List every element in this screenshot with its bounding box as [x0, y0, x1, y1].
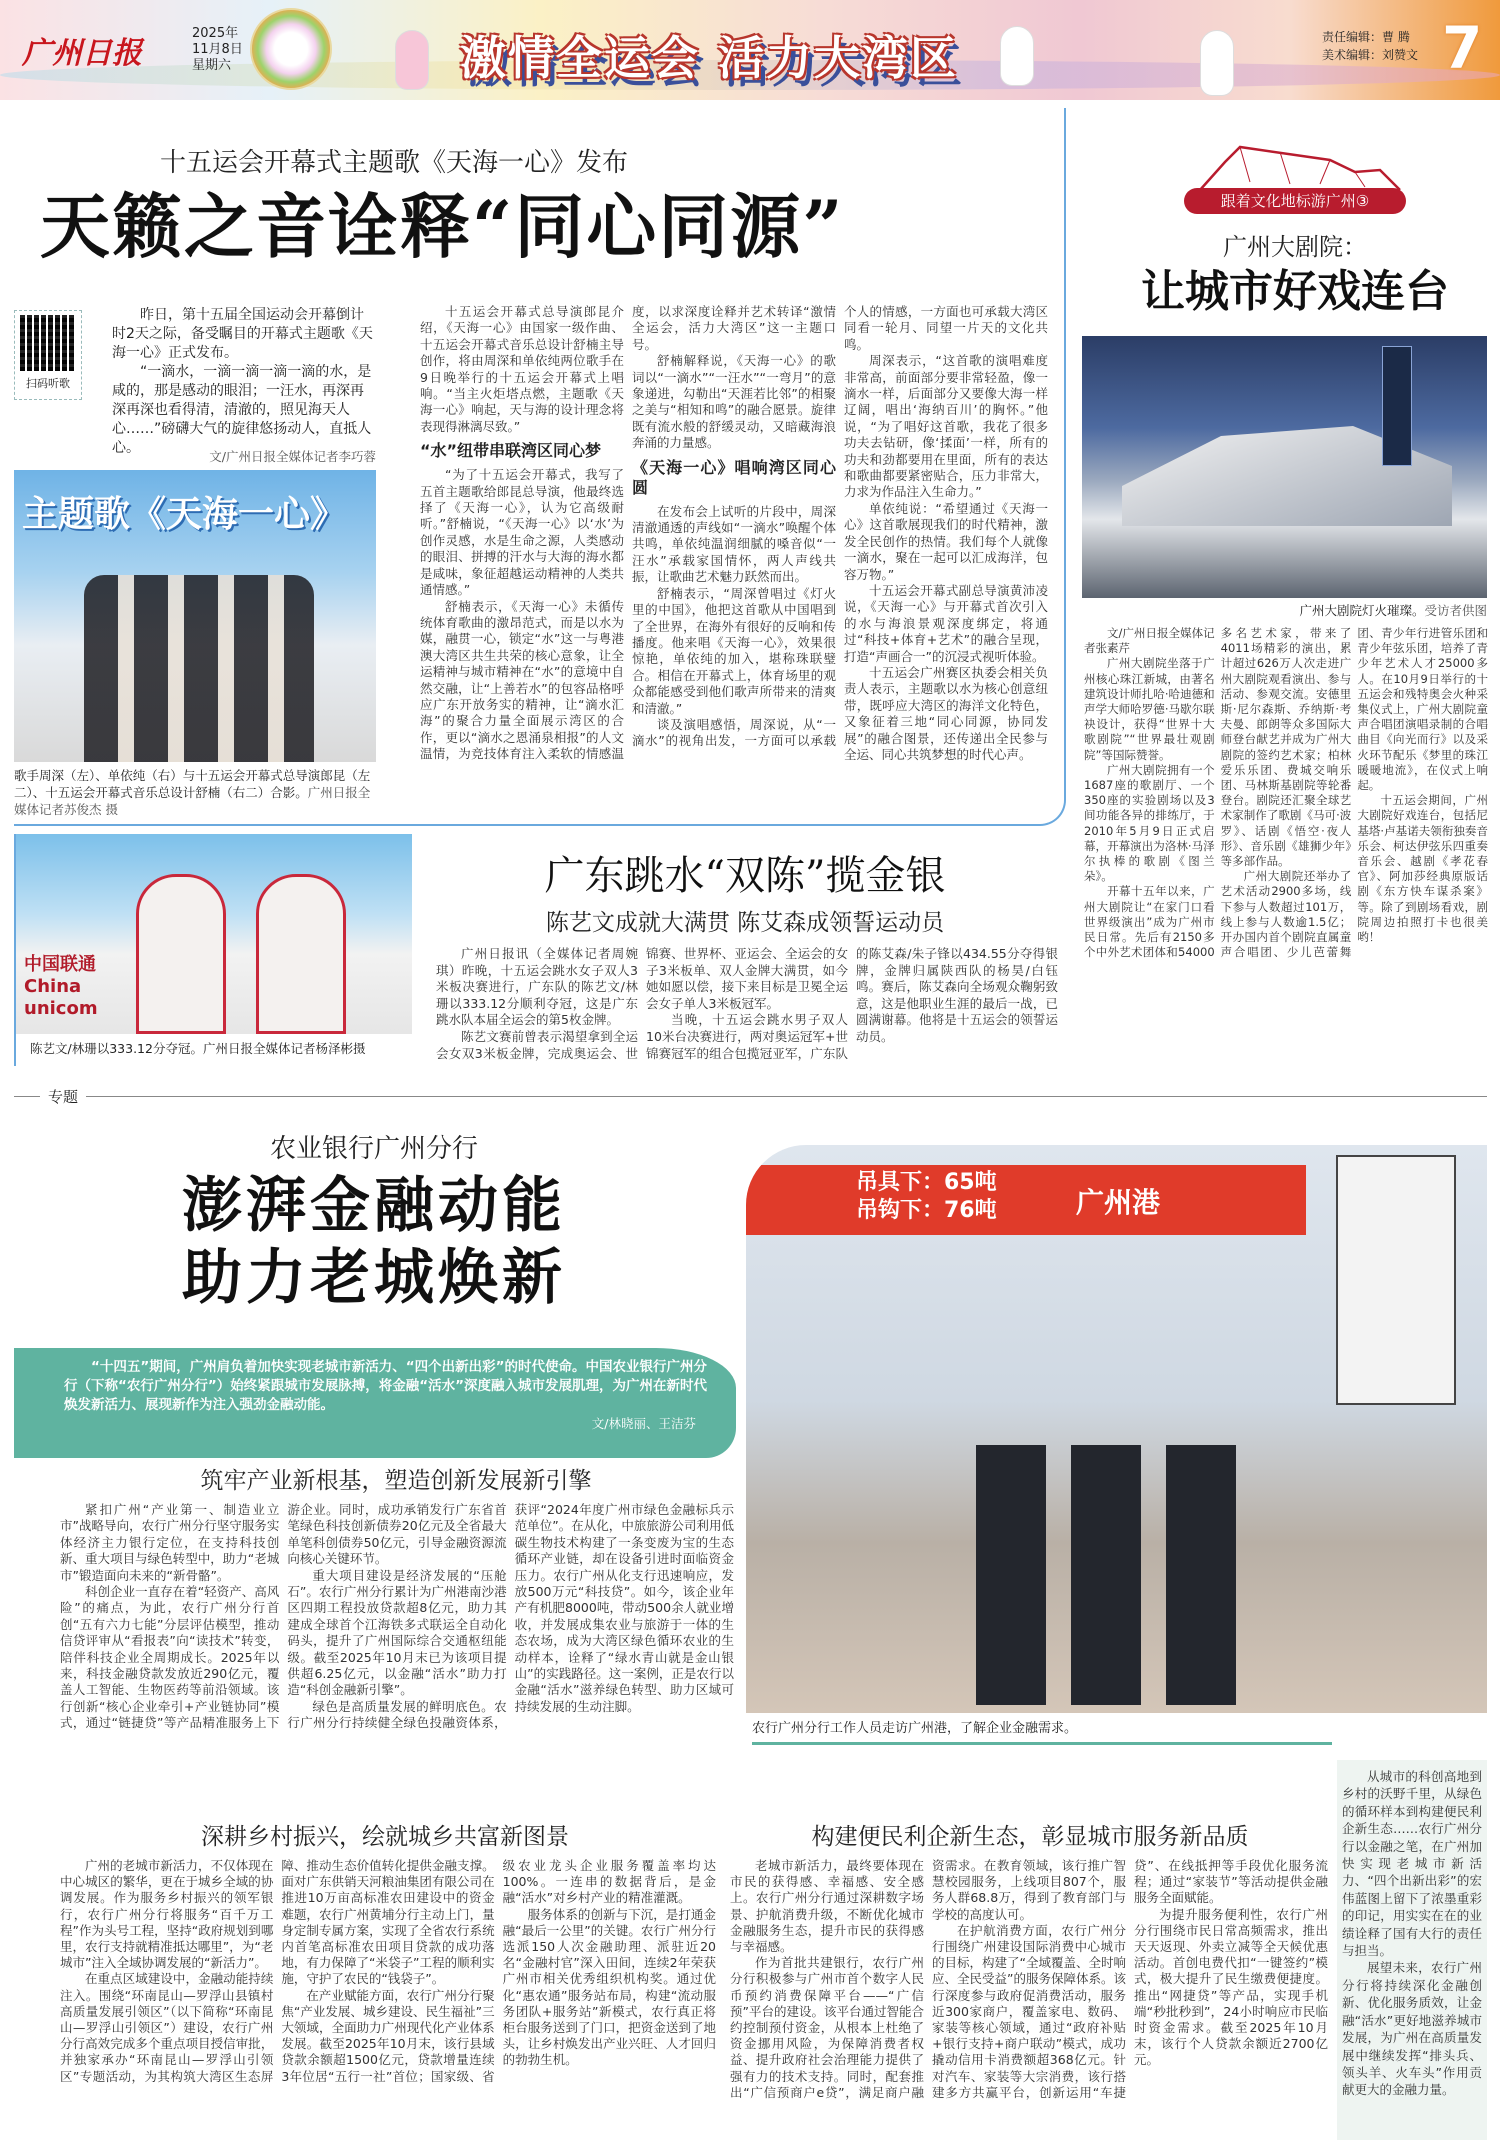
- feature-intro-box: [14, 1348, 736, 1458]
- section3-body: [730, 1858, 1328, 2101]
- paragraph: 重大项目建设是经济发展的“压舱石”。农行广州分行累计为广州港南沙港区四期工程投放贷款超8亿元，助力其建成全球首个江海铁多式联运全自动化码头，提升了广州国际综合交通枢纽能级。截至2025年10月末已为该项目提供超6.25亿元，以金融“活水”助力打造“科创金融新引擎”。: [287, 1567, 507, 1698]
- paragraph: 十五运会广州赛区执委会相关负责人表示，主题歌以水为核心创意纽带，既呼应大湾区的海洋文化特色，又象征着三地“同心同源，协同发展”的融合图景，还传递出全民参与全运、同心共筑梦想的时代心声。: [844, 664, 1048, 762]
- paragraph: 单依纯说：“希望通过《天海一心》这首歌展现我们的时代精神，激发全民创作的热情。我们每个人就像一滴水，聚在一起可以汇成海洋，包容万物。”: [844, 500, 1048, 582]
- qr-code-icon: [20, 315, 76, 371]
- section3-title: 构建便民利企新生态，彰显城市服务新品质: [811, 1824, 1249, 1850]
- diving-caption: 陈艺文/林珊以333.12分夺冠。广州日报全媒体记者杨泽彬摄: [30, 1041, 366, 1056]
- song-photo: [14, 470, 376, 762]
- paragraph: 陈艺文赛前曾表示渴望拿到全运会女双3米板金牌，完成奥运会、世锦赛、世界杯、亚运会、全运会的女子3米板单、双人金牌大满贯，如今她如愿以偿，接下来目标是卫冕全运会女子单人3米板冠军。: [436, 946, 848, 1061]
- sponsor-logo: 中国联通 China unicom: [24, 954, 98, 1019]
- mascot-icon: [1000, 26, 1034, 86]
- paragraph: 广州大剧院还举办了艺术活动2900多场，线下参与人数超过101万，线上参与人数逾1.5亿；开办国内首个剧院直属童声合唱团、少儿芭蕾舞团、青少年行进管乐团和青少年弦乐团，培养了青少年艺术人才25000多人。在10月9日举行的十五运会和残特奥会火种采集仪式上，广州大剧院童声合唱团演唱录制的合唱曲目《向光而行》以及采火环节配乐《梦里的珠江暖暖地流》，在仪式上响起。: [1220, 626, 1488, 960]
- paragraph: 在重点区域建设中，金融动能持续注入。围绕“环南昆山—罗浮山县镇村高质量发展引领区”（以下简称“环南昆山—罗浮山引领区”）建设，农行广州分行高效完成多个重点项目授信审批，并独家承办“环南昆山—罗浮山引领区”专题活动，为其构筑大湾区生态屏障、推动生态价值转化提供金融支撑。面对广东供销天河粮油集团有限公司在推进10万亩高标准农田建设中的资金难题，农行广州黄埔分行主动上门，量身定制专属方案，实现了全省农行系统内首笔高标准农田项目贷款的成功落地，有力保障了“米袋子”工程的顺利实施，守护了农民的“钱袋子”。: [60, 1858, 495, 2084]
- photo-sign-line: 吊钩下：76吨: [856, 1198, 997, 1223]
- caption-rule: [752, 1742, 1332, 1745]
- caption-text: 广州大剧院灯火璀璨。: [1299, 603, 1425, 618]
- page-number: 7: [1442, 14, 1483, 82]
- photo-sign: [856, 1169, 997, 1225]
- issue-day: 11月8日: [192, 42, 243, 57]
- qr-code[interactable]: [14, 310, 82, 400]
- song-intro: [112, 306, 376, 458]
- opera-house-outline-icon: [1180, 142, 1410, 192]
- diving-headline: 广东跳水“双陈”揽金银: [544, 853, 946, 899]
- paragraph: 舒楠表示，《天海一心》未循传统体育歌曲的激昂范式，而是以水为媒，融贯一心，锁定“水”这一与粤港澳大湾区共生共荣的核心意象，让全运精神与城市精神在“水”的意境中自然交融，让“上善若水”的包容品格呼应广东开放务实的精神，让“滴水汇海”的聚合力量全面展示湾区的合作，更以“滴水之恩涌泉相报”的人文温情，为竞技体育注入柔软的情感温度，以求深度诠释并艺术转译“激情全运会，活力大湾区”这一主题口号。: [420, 304, 836, 762]
- issue-weekday: 星期六: [192, 58, 232, 73]
- feature-intro: “十四五”期间，广州肩负着加快实现老城市新活力、“四个出新出彩”的时代使命。中国农业银行广州分行（下称“农行广州分行”）始终紧跟城市发展脉搏，将金融“活水”深度融入城市发展肌理，为广州在新时代焕发新活力、展现新作为注入强劲金融动能。: [64, 1359, 707, 1413]
- paragraph: 从城市的科创高地到乡村的沃野千里，从绿色的循环样本到构建便民利企新生态……农行广州分行以金融之笔，在广州加快实现老城市新活力、“四个出新出彩”的宏伟蓝图上留下了浓墨重彩的印记，用实实在在的业绩诠释了国有大行的责任与担当。: [1342, 1769, 1482, 1959]
- issue-year: 2025年: [192, 26, 239, 41]
- opera-caption: [1190, 602, 1487, 619]
- paragraph: “为了十五运会开幕式，我写了五首主题歌给郎昆总导演，他最终选择了《天海一心》，认为它高级耐听。”舒楠说，“《天海一心》以‘水’为创作灵感，水是生命之源，人类感动的眼泪、拼搏的汗水与大海的海水都是咸味，象征超越运动精神的人类共通情感。”: [420, 467, 624, 598]
- paragraph: 舒楠表示，“周深曾唱过《灯火里的中国》，他把这首歌从中国唱到了全世界，在海外有很好的反响和传播度。他来唱《天海一心》，效果很惊艳，单依纯的加入，堪称珠联璧合。相信在开幕式上，体育场里的观众都能感受到他们歌声所带来的清爽和清澈。”: [632, 585, 836, 716]
- opera-photo: [1082, 336, 1487, 598]
- newspaper-logo: 广州日报: [22, 36, 142, 71]
- section2-body: [60, 1858, 716, 2085]
- photo-sign-line: 吊具下：65吨: [856, 1170, 997, 1195]
- photo-banner-text: 主题歌《天海一心》: [22, 494, 347, 535]
- editor-label: 责任编辑：曹 腾: [1322, 30, 1410, 44]
- paragraph: 舒楠解释说，《天海一心》的歌词以“一滴水”“一汪水”“一弯月”的意象递进，勾勒出“天涯若比邻”的相聚之美与“相知和鸣”的融合愿景。旋律既有流水般的舒缓灵动，又暗藏海浪奔涌的力量感。: [632, 353, 836, 451]
- paragraph: 老城市新活力，最终要体现在市民的获得感、幸福感、安全感上。农行广州分行通过深耕数字场景、护航消费升级，不断优化城市金融服务生态，提升市民的获得感与幸福感。: [730, 1858, 924, 1955]
- song-kicker: 十五运会开幕式主题歌《天海一心》发布: [159, 148, 628, 178]
- opera-subtitle: 广州大剧院：: [1223, 233, 1367, 261]
- paragraph: 在护航消费方面，农行广州分行围绕广州建设国际消费中心城市的目标，构建了“全域覆盖、全时响应、全民受益”的服务保障体系。该行深度参与政府促消费活动，服务近300家商户，覆盖家电、数码、家装等核心领域，通过“政府补贴+银行支持+商户联动”模式，成功撬动信用卡消费额超368亿元。针对汽车、家装等大宗消费，该行搭建多方共赢平台，创新运用“车捷贷”、在线抵押等手段优化服务流程；通过“家装节”等活动提供金融服务全面赋能。: [932, 1858, 1328, 2100]
- paragraph: 为提升服务便利性，农行广州分行围绕市民日常高频需求，推出天天返现、外卖立减等全天候优惠活动。首创电费代扣“一键签约”模式，极大提升了民生缴费便捷度。推出“网捷贷”等产品，实现手机端“秒批秒到”，24小时响应市民临时资金需求。截至2025年10月末，该行个人贷款余额近2700亿元。: [1134, 1906, 1328, 2068]
- opera-series-badge: [1180, 142, 1410, 214]
- caption-credit: 广州日报全媒体记者苏俊杰 摄: [14, 785, 371, 817]
- paragraph: 科创企业一直存在着“轻资产、高风险”的痛点，为此，农行广州分行首创“五有六力七能”分层评估模型，推动信贷评审从“看报表”向“读技术”转变，陪伴科技企业全周期成长。2025年以来，科技金融贷款发放近290亿元，覆盖人工智能、生物医药等前沿领域。该行创新“核心企业牵引+产业链协同”模式，通过“链捷贷”等产品精准服务上下游企业。同时，成功承销发行广东省首笔绿色科技创新债券20亿元及全省最大单笔科创债券50亿元，引导金融资源流向核心关键环节。: [60, 1502, 507, 1731]
- paragraph: 十五运会开幕式总导演郎昆介绍，《天海一心》由国家一级作曲、十五运会开幕式音乐总设计舒楠主导创作，将由周深和单依纯两位歌手在9日晚举行的十五运会开幕式上唱响。“当主火炬塔点燃，主题歌《天海一心》响起，天与海的设计理念将表现得淋漓尽致。”: [420, 304, 624, 434]
- art-editor-label: 美术编辑：刘赞文: [1322, 48, 1419, 62]
- section1-body: [60, 1502, 734, 1732]
- paragraph: 在发布会上试听的片段中，周深清澈通透的声线如“一滴水”唤醒个体共鸣，单依纯温润细腻的嗓音似“一汪水”承载家国情怀，两人声线共振，让歌曲艺术魅力跃然而出。: [632, 503, 836, 585]
- qr-label: 扫码听歌: [26, 377, 70, 390]
- feature-headline: [14, 1170, 734, 1314]
- feature-byline: 文/林晓丽、王洁芬: [591, 1416, 696, 1431]
- issue-date: [192, 26, 243, 74]
- section1-title: 筑牢产业新根基，塑造创新发展新引擎: [200, 1468, 592, 1494]
- paragraph: 广州大剧院拥有一个1687座的歌剧厅、一个350座的实验剧场以及3间功能各异的排练厅，于2010年5月9日正式启幕，开幕演出为洛林·马泽尔执棒的歌剧《图兰朵》。: [1084, 762, 1215, 884]
- paragraph: 广州日报讯（全媒体记者周婉琪）昨晚，十五运会跳水女子双人3米板决赛进行，广东队的陈艺文/林珊以333.12分顺利夺冠，这是广东跳水队本届全运会的第5枚金牌。: [436, 946, 638, 1028]
- paragraph: 谈及演唱感悟，周深说，从“一滴水”的视角出发，一方面可以承载个人的情感，一方面也可承载大湾区同看一轮月、同望一片天的文化共鸣。: [632, 304, 1048, 749]
- section-divider: [14, 1096, 1487, 1097]
- opera-body: [1084, 626, 1488, 960]
- conclusion-sidebar: [1337, 1760, 1487, 2140]
- mascot-icon: [1200, 30, 1234, 96]
- song-headline: 天籁之音诠释“同心同源”: [40, 185, 845, 268]
- paragraph: 昨日，第十五届全国运动会开幕倒计时2天之际，备受瞩目的开幕式主题歌《天海一心》正式发布。: [112, 307, 373, 361]
- diving-subhead: 陈艺文成就大满贯 陈艾森成领誓运动员: [545, 910, 945, 936]
- song-byline: 文/广州日报全媒体记者李巧蓉: [209, 449, 376, 464]
- paragraph: 服务体系的创新与下沉，是打通金融“最后一公里”的关键。农行广州分行选派150人次金融助理、派驻近20名“金融村官”深入田间，连续2年荣获广州市相关优秀组织机构奖。通过优化“惠农通”服务站布局，构建“流动服务团队+服务站”新模式，农行真正将柜台服务送到了门口，把资金送到了地头，让乡村焕发出产业兴旺、人才回归的勃勃生机。: [502, 1906, 716, 2068]
- feature-port-photo: [746, 1145, 1487, 1713]
- paragraph: 十五运会期间，广州大剧院好戏连台，包括尼基塔·卢基诺夫领衔独奏音乐会、柯达伊弦乐四重奏音乐会、越剧《孝花春官》、阿加莎经典原版话剧《东方快车谋杀案》等。除了到剧场看戏，剧院周边拍照打卡也很美哟！: [1357, 793, 1488, 945]
- paragraph: 在产业赋能方面，农行广州分行聚焦“产业发展、城乡建设、民生福祉”三大领域，全面助力广州现代化产业体系发展。截至2025年10月末，该行县域贷款余额超1500亿元，贷款增量连续3年位居“五行一社”首位；国家级、省级农业龙头企业服务覆盖率均达100%。一连串的数据背后，是金融“活水”对乡村产业的精准灌溉。: [281, 1858, 716, 2084]
- page-header-banner: [0, 0, 1500, 100]
- paragraph: 作为首批共建银行，农行广州分行积极参与广州市首个数字人民币预约消费保障平台——“广信预”平台的建设。该平台通过智能合约控制预付资金，从根本上杜绝了资金挪用风险，为保障消费者权益、提升政府社会治理能力提供了强有力的技术支持。同时，配套推出“广信预商户e贷”，满足商户融资需求。在教育领域，该行推广智慧校园服务，上线项目807个，服务人群68.8万，得到了教育部门与学校的高度认可。: [730, 1858, 1126, 2100]
- opera-headline: 让城市好戏连台: [1141, 266, 1449, 317]
- paragraph: 开幕十五年以来，广州大剧院让“在家门口看世界级演出”成为广州市民日常。先后有2150多个中外艺术团体和54000多名艺术家，带来了4011场精彩的演出，累计超过626万人次走进广州大剧院观看演出、参与活动、参观交流。安德里斯·尼尔森斯、乔纳斯·考夫曼、郎朗等众多国际大师登台献艺并成为广州大剧院的签约艺术家；柏林爱乐乐团、费城交响乐团、马林斯基剧院等轮番登台。剧院还汇聚全球艺术家制作了歌剧《马可·波罗》、话剧《悟空·夜人形》、音乐剧《雄狮少年》等多部作品。: [1084, 626, 1352, 960]
- diving-body: [436, 946, 1058, 1062]
- subheading: 《天海一心》唱响湾区同心圆: [632, 457, 836, 497]
- paragraph: 展望未来，农行广州分行将持续深化金融创新、优化服务质效，让金融“活水”更好地滋养城市发展，为广州在高质量发展中继续发挥“排头兵、领头羊、火车头”作用贡献更大的金融力量。: [1342, 1960, 1482, 2098]
- paragraph: 十五运会开幕式副总导演黄沛凌说，《天海一心》与开幕式首次引入的水与海浪景观深度绑定，将通过“科技+体育+艺术”的融合呈现，打造“声画合一”的沉浸式视听体验。: [844, 582, 1048, 664]
- subheading: “水”纽带串联湾区同心梦: [420, 441, 602, 461]
- feature-kicker: 农业银行广州分行: [269, 1134, 478, 1164]
- feature-photo-caption: 农行广州分行工作人员走访广州港，了解企业金融需求。: [752, 1721, 1078, 1736]
- diving-photo: [16, 834, 412, 1034]
- caption-credit: 受访者供图: [1424, 603, 1487, 618]
- caption-text: 歌手周深（左）、单依纯（右）与十五运会开幕式总导演郎昆（左二）、十五运会开幕式音乐总设计舒楠（右二）合影。: [14, 768, 371, 800]
- section2-title: 深耕乡村振兴，绘就城乡共富新图景: [201, 1824, 569, 1850]
- section-label: 专题: [40, 1086, 86, 1107]
- song-caption: [14, 767, 376, 818]
- paragraph: 广州的老城市新活力，不仅体现在中心城区的繁华，更在于城乡全域的协调发展。作为服务乡村振兴的领军银行，农行广州分行将服务“百千万工程”作为头号工程，坚持“政府规划到哪里，农行支持就精准抵达哪里”，为“老城市”注入全域协调发展的“新活力”。: [60, 1858, 274, 1971]
- paragraph: 绿色是高质量发展的鲜明底色。农行广州分行持续健全绿色投融资体系，获评“2024年度广州市绿色金融标兵示范单位”。在从化，中旅旅游公司利用低碳生物技术构建了一条变废为宝的生态循环产业链，却在设备引进时面临资金压力。农行广州从化支行迅速响应，发放500万元“科技贷”。如今，该企业年产有机肥8000吨，带动500余人就业增收，并发展成集农业与旅游于一体的生态农场，成为大湾区绿色循环农业的生动样本，诠释了“绿水青山就是金山银山”的实践路径。这一案例，正是农行以金融“活水”滋养绿色转型、助力区域可持续发展的生动注脚。: [287, 1502, 734, 1731]
- photo-brand: 广州港: [1076, 1186, 1161, 1219]
- opera-series-label: 跟着文化地标游广州③: [1184, 188, 1406, 214]
- feature-headline-line1: 澎湃金融动能: [182, 1171, 566, 1241]
- paragraph: 广州大剧院坐落于广州核心珠江新城，由著名建筑设计师扎哈·哈迪德和声学大师哈罗德·马歇尔联袂设计，获得“世界十大歌剧院”“世界最壮观剧院”等国际赞誉。: [1084, 656, 1215, 762]
- mascot-icon: [395, 30, 429, 90]
- feature-headline-line2: 助力老城焕新: [182, 1243, 566, 1313]
- paragraph: 紧扣广州“产业第一、制造业立市”战略导向，农行广州分行坚守服务实体经济主力银行定位，在支持科技创新、重大项目与绿色转型中，助力“老城市”锻造面向未来的“新骨骼”。: [60, 1502, 280, 1583]
- paragraph: 周深表示，“这首歌的演唱难度非常高，前面部分要非常轻盈，像一滴水一样，后面部分又要像大海一样辽阔，唱出‘海纳百川’的胸怀。”他说，“为了唱好这首歌，我花了很多功夫去钻研，像‘揉面’一样，所有的功夫和劲都要用在里面，所有的表达和歌曲都要紧密贴合，压力非常大，力求为作品注入生命力。”: [844, 353, 1048, 500]
- editor-credits: [1322, 28, 1418, 64]
- song-body: [420, 304, 1048, 763]
- games-emblem-icon: [250, 8, 332, 90]
- paragraph: 文/广州日报全媒体记者张素芹: [1084, 626, 1215, 656]
- paragraph: 当晚，十五运会跳水男子双人10米台决赛进行，两对奥运冠军+世锦赛冠军的组合包揽冠亚军，广东队的陈艾森/朱子锋以434.55分夺得银牌，金牌归属陕西队的杨昊/白钰鸣。赛后，陈艾森向全场观众鞠躬致意，这是他职业生涯的最后一战，已圆满谢幕。他将是十五运会的领誓运动员。: [646, 946, 1058, 1061]
- paragraph: “一滴水，一滴一滴一滴一滴的水，是咸的，那是感动的眼泪；一汪水，再深再深再深也看得清，清澈的，照见海天人心……”磅礴大气的旋律悠扬动人，直抵人心。: [112, 364, 372, 456]
- banner-title: 激情全运会 活力大湾区: [460, 31, 959, 85]
